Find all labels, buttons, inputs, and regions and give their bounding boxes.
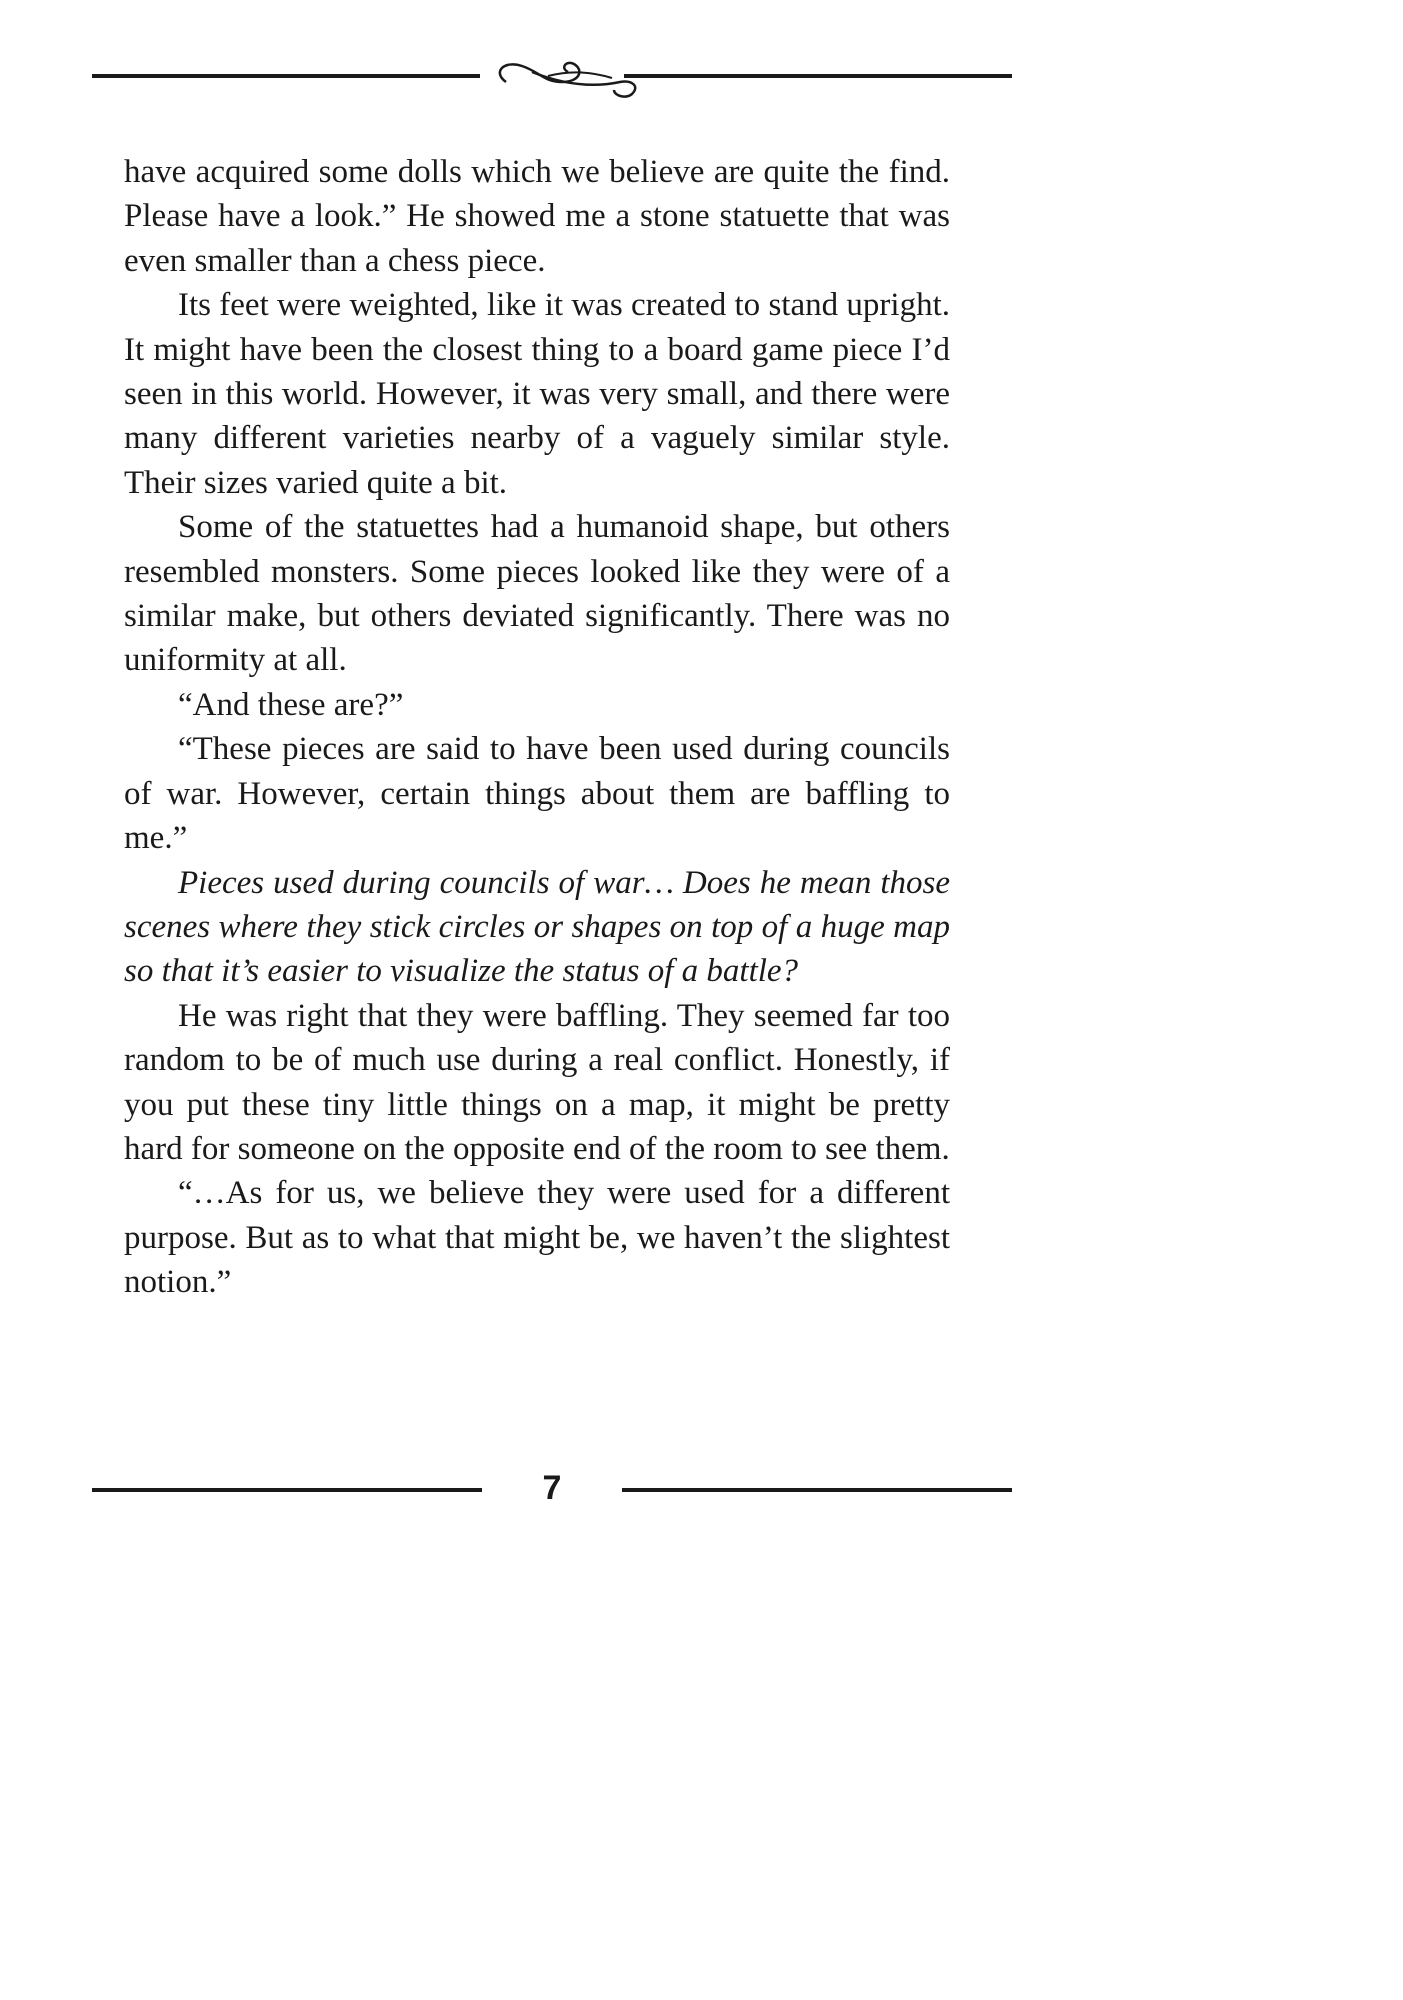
- paragraph: Its feet were weighted, like it was created to stand upright. It might have been the closest thing to a board game piece I’d seen in this world. However, it was very small, and there were many different varieties nearby of a vaguely similar style. Their sizes varied quite a bit.: [124, 287, 950, 501]
- paragraph: have acquired some dolls which we believe are quite the find. Please have a look.” He showed me a stone statuette that was even smaller than a chess piece.: [124, 154, 950, 279]
- paragraph: Some of the statuettes had a humanoid shape, but others resembled monsters. Some pieces looked like they were of a similar make, but others deviated significantly. There was no uniformity at all.: [124, 509, 950, 679]
- paragraph: “And these are?”: [178, 686, 404, 723]
- paragraph: “These pieces are said to have been used during councils of war. However, certain things about them are baffling to me.”: [124, 731, 950, 857]
- italic-thought-paragraph: Pieces used during councils of war… Does he mean those scenes where they stick circles or shapes on top of a huge map so that it’s easier to visualize the status of a battle?: [124, 864, 950, 990]
- header-ornament-rule: [92, 52, 1012, 102]
- page-footer: [92, 1466, 1012, 1510]
- paragraph: He was right that they were baffling. They seemed far too random to be of much use during a real conflict. Honestly, if you put these tiny little things on a map, it might be pretty hard for someone on the opposite end of the room to see them.: [124, 997, 950, 1167]
- flourish-ornament-icon: [92, 52, 1012, 102]
- paragraph: “…As for us, we believe they were used for a different purpose. But as to what that might be, we haven’t the slightest notion.”: [124, 1175, 950, 1301]
- page-number: 7: [542, 1469, 562, 1507]
- page-body-text: [124, 150, 950, 1305]
